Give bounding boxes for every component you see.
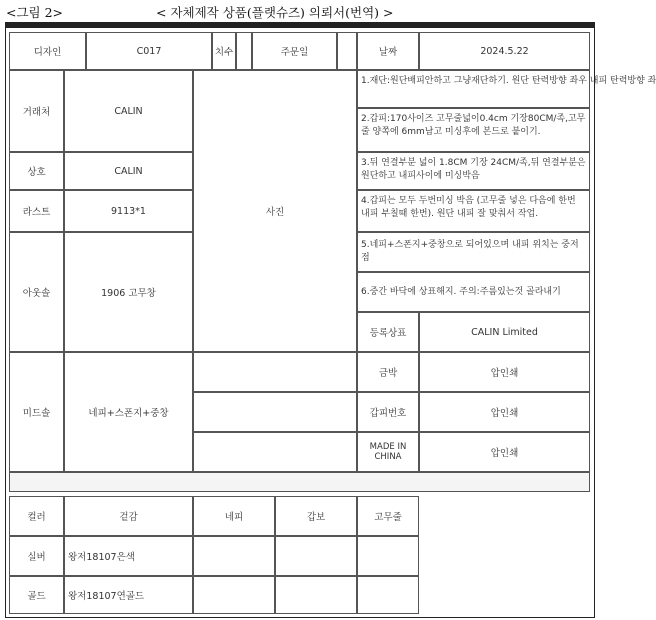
size-value <box>236 32 252 70</box>
figure-title: < 자체제작 상품(플랫슈즈) 의뢰서(번역) > <box>156 5 394 20</box>
spec-label-brand: 상호 <box>9 152 64 190</box>
spec-value-brand: CALIN <box>64 152 193 190</box>
label-trademark-value: CALIN Limited <box>419 312 590 352</box>
spec-label-vendor: 거래처 <box>9 70 64 152</box>
materials-row-outer: 왕저18107은색 <box>64 536 193 576</box>
label-made-in-value: 압인쇄 <box>419 432 590 472</box>
photo-placeholder: 사진 <box>193 70 357 352</box>
order-date-value <box>337 32 357 70</box>
blank-cell-3 <box>193 432 357 472</box>
materials-header-elastic: 고무줄 <box>357 496 419 536</box>
materials-header-outer: 겉감 <box>64 496 193 536</box>
materials-row-lining <box>193 536 275 576</box>
spec-label-outsole: 아웃솔 <box>9 232 64 352</box>
label-upper-number: 갑피번호 <box>357 392 419 432</box>
design-label: 디자인 <box>9 32 86 70</box>
label-made-in: MADE IN CHINA <box>357 432 419 472</box>
materials-row-elastic <box>357 536 419 576</box>
spec-value-vendor: CALIN <box>64 70 193 152</box>
label-upper-number-value: 압인쇄 <box>419 392 590 432</box>
design-value: C017 <box>86 32 212 70</box>
label-gold-foil: 금박 <box>357 352 419 392</box>
note-6: 6.중간 바닥에 상표해지. 주의:주름있는것 골라내기 <box>357 272 590 312</box>
note-5: 5.네피+스폰지+중창으로 되어있으며 내피 위치는 중저점 <box>357 232 590 272</box>
materials-row-counter <box>275 576 357 614</box>
materials-row-outer: 왕저18107연골드 <box>64 576 193 614</box>
spec-label-midsole: 미드솔 <box>9 352 64 472</box>
note-3: 3.뒤 연결부분 넓이 1.8CM 기장 24CM/족,뒤 연결부분은 원단하고 내피사이에 미싱박음 <box>357 152 590 190</box>
spec-value-outsole: 1906 고무창 <box>64 232 193 352</box>
materials-row-elastic <box>357 576 419 614</box>
spec-value-midsole: 네피+스폰지+중창 <box>64 352 193 472</box>
note-1: 1.재단:원단배피안하고 그냥재단하기. 원단 탄력방향 좌우 내피 탄력방향 좌 <box>357 70 590 108</box>
spec-label-last: 라스트 <box>9 190 64 232</box>
materials-row-color: 실버 <box>9 536 64 576</box>
spacer-row <box>9 472 590 492</box>
materials-row-lining <box>193 576 275 614</box>
materials-row-counter <box>275 536 357 576</box>
spec-value-last: 9113*1 <box>64 190 193 232</box>
order-date-label: 주문일 <box>252 32 337 70</box>
materials-header-color: 컬러 <box>9 496 64 536</box>
note-4: 4.갑피는 모두 두번미싱 박음 (고무줄 넣은 다음에 한번 내피 부칠때 한번). 원단 내피 잘 맞춰서 작업. <box>357 190 590 232</box>
blank-cell-2 <box>193 392 357 432</box>
blank-cell-1 <box>193 352 357 392</box>
label-trademark: 등록상표 <box>357 312 419 352</box>
note-2: 2.갑피:170사이즈 고무줄넓이0.4cm 기장80CM/족,고무줄 양쪽에 6mm남고 미싱후에 본드로 붙이기. <box>357 108 590 152</box>
figure-number: <그림 2> <box>6 5 64 20</box>
materials-header-lining: 네피 <box>193 496 275 536</box>
date-label: 날짜 <box>357 32 419 70</box>
size-label: 치수 <box>212 32 236 70</box>
date-value: 2024.5.22 <box>419 32 590 70</box>
materials-header-counter: 갑보 <box>275 496 357 536</box>
materials-row-color: 골드 <box>9 576 64 614</box>
label-gold-foil-value: 압인쇄 <box>419 352 590 392</box>
